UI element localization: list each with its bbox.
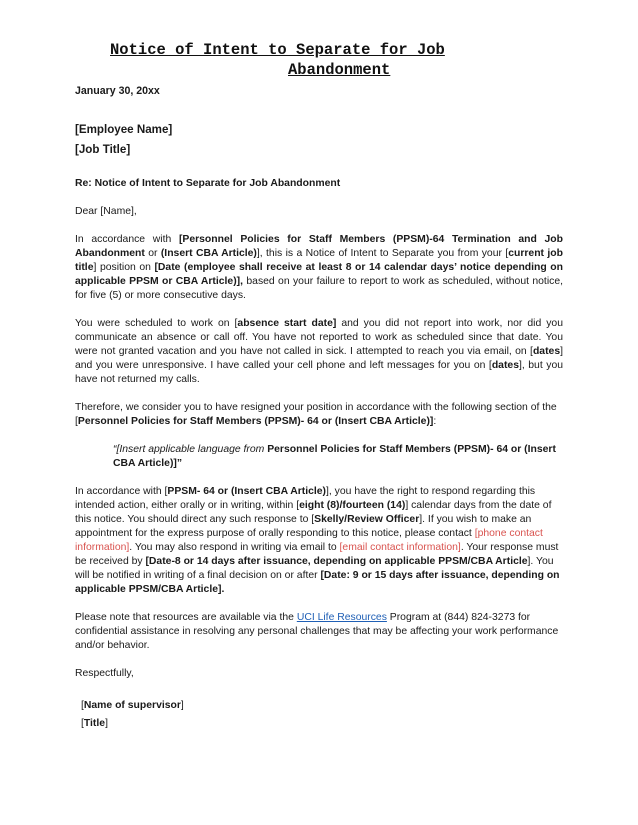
closing: Respectfully, <box>75 668 134 679</box>
job-title: [Job Title] <box>75 143 131 156</box>
paragraph-1: In accordance with [Personnel Policies for Staff Members (PPSM)-64 Termination and Job Abandonment or (Insert CBA Article)], this is a Notice of Intent to Separate you from your [current job title] position on [Date (employee shall receive at least 8 or 14 calendar days’ notice depending on applicable PPSM or CBA Article)], based on your failure to report to work as scheduled, without notice, for five (5) or more consecutive days. <box>75 234 563 301</box>
supervisor-name: [Name of supervisor] <box>81 700 184 711</box>
salutation: Dear [Name], <box>75 206 137 217</box>
email-contact-placeholder: [email contact information] <box>339 542 461 553</box>
re-line: Re: Notice of Intent to Separate for Job Abandonment <box>75 178 341 189</box>
document-title-line2: Abandonment <box>288 61 391 79</box>
supervisor-title: [Title] <box>81 718 108 729</box>
paragraph-5: Please note that resources are available via the UCI Life Resources Program at (844) 824-3273 for confidential assistance in resolving any personal challenges that may be affecting your work performance and/or behavior. <box>75 612 559 651</box>
uci-life-resources-link[interactable]: UCI Life Resources <box>296 612 387 623</box>
letter-date: January 30, 20xx <box>75 85 160 97</box>
paragraph-3: Therefore, we consider you to have resigned your position in accordance with the following section of the [Personnel Policies for Staff Members (PPSM)- 64 or (Insert CBA Article)]: <box>75 402 557 427</box>
employee-name: [Employee Name] <box>75 123 173 136</box>
policy-quote: “[Insert applicable language from Personnel Policies for Staff Members (PPSM)- 64 or (Insert CBA Article)]” <box>113 444 556 469</box>
phone-contact-placeholder: [phone contact information] <box>75 528 543 553</box>
paragraph-2: You were scheduled to work on [absence start date] and you did not report into work, nor did you communicate an absence or call off. You have not reported to work as scheduled since that date. You were not granted vacation and you have not called in sick. I attempted to reach you via email, on [dates] and you were unresponsive. I have called your cell phone and left messages for you on [dates], but you have not returned my calls. <box>75 318 564 385</box>
paragraph-4: In accordance with [PPSM- 64 or (Insert CBA Article)], you have the right to respond regarding this intended action, either orally or in writing, within [eight (8)/fourteen (14)] calendar days from the date of this notice. You should direct any such response to [Skelly/Review Officer]. If you wish to make an appointment for the express purpose of orally responding to this notice, please contact [phone contact information]. You may also respond in writing via email to [email contact information]. Your response must be received by [Date-8 or 14 days after issuance, depending on applicable PPSM/CBA Article]. You will be notified in writing of a final decision on or after [Date: 9 or 15 days after issuance, depending on applicable PPSM/CBA Article]. <box>75 486 560 595</box>
document-title-line1: Notice of Intent to Separate for Job <box>110 41 445 59</box>
